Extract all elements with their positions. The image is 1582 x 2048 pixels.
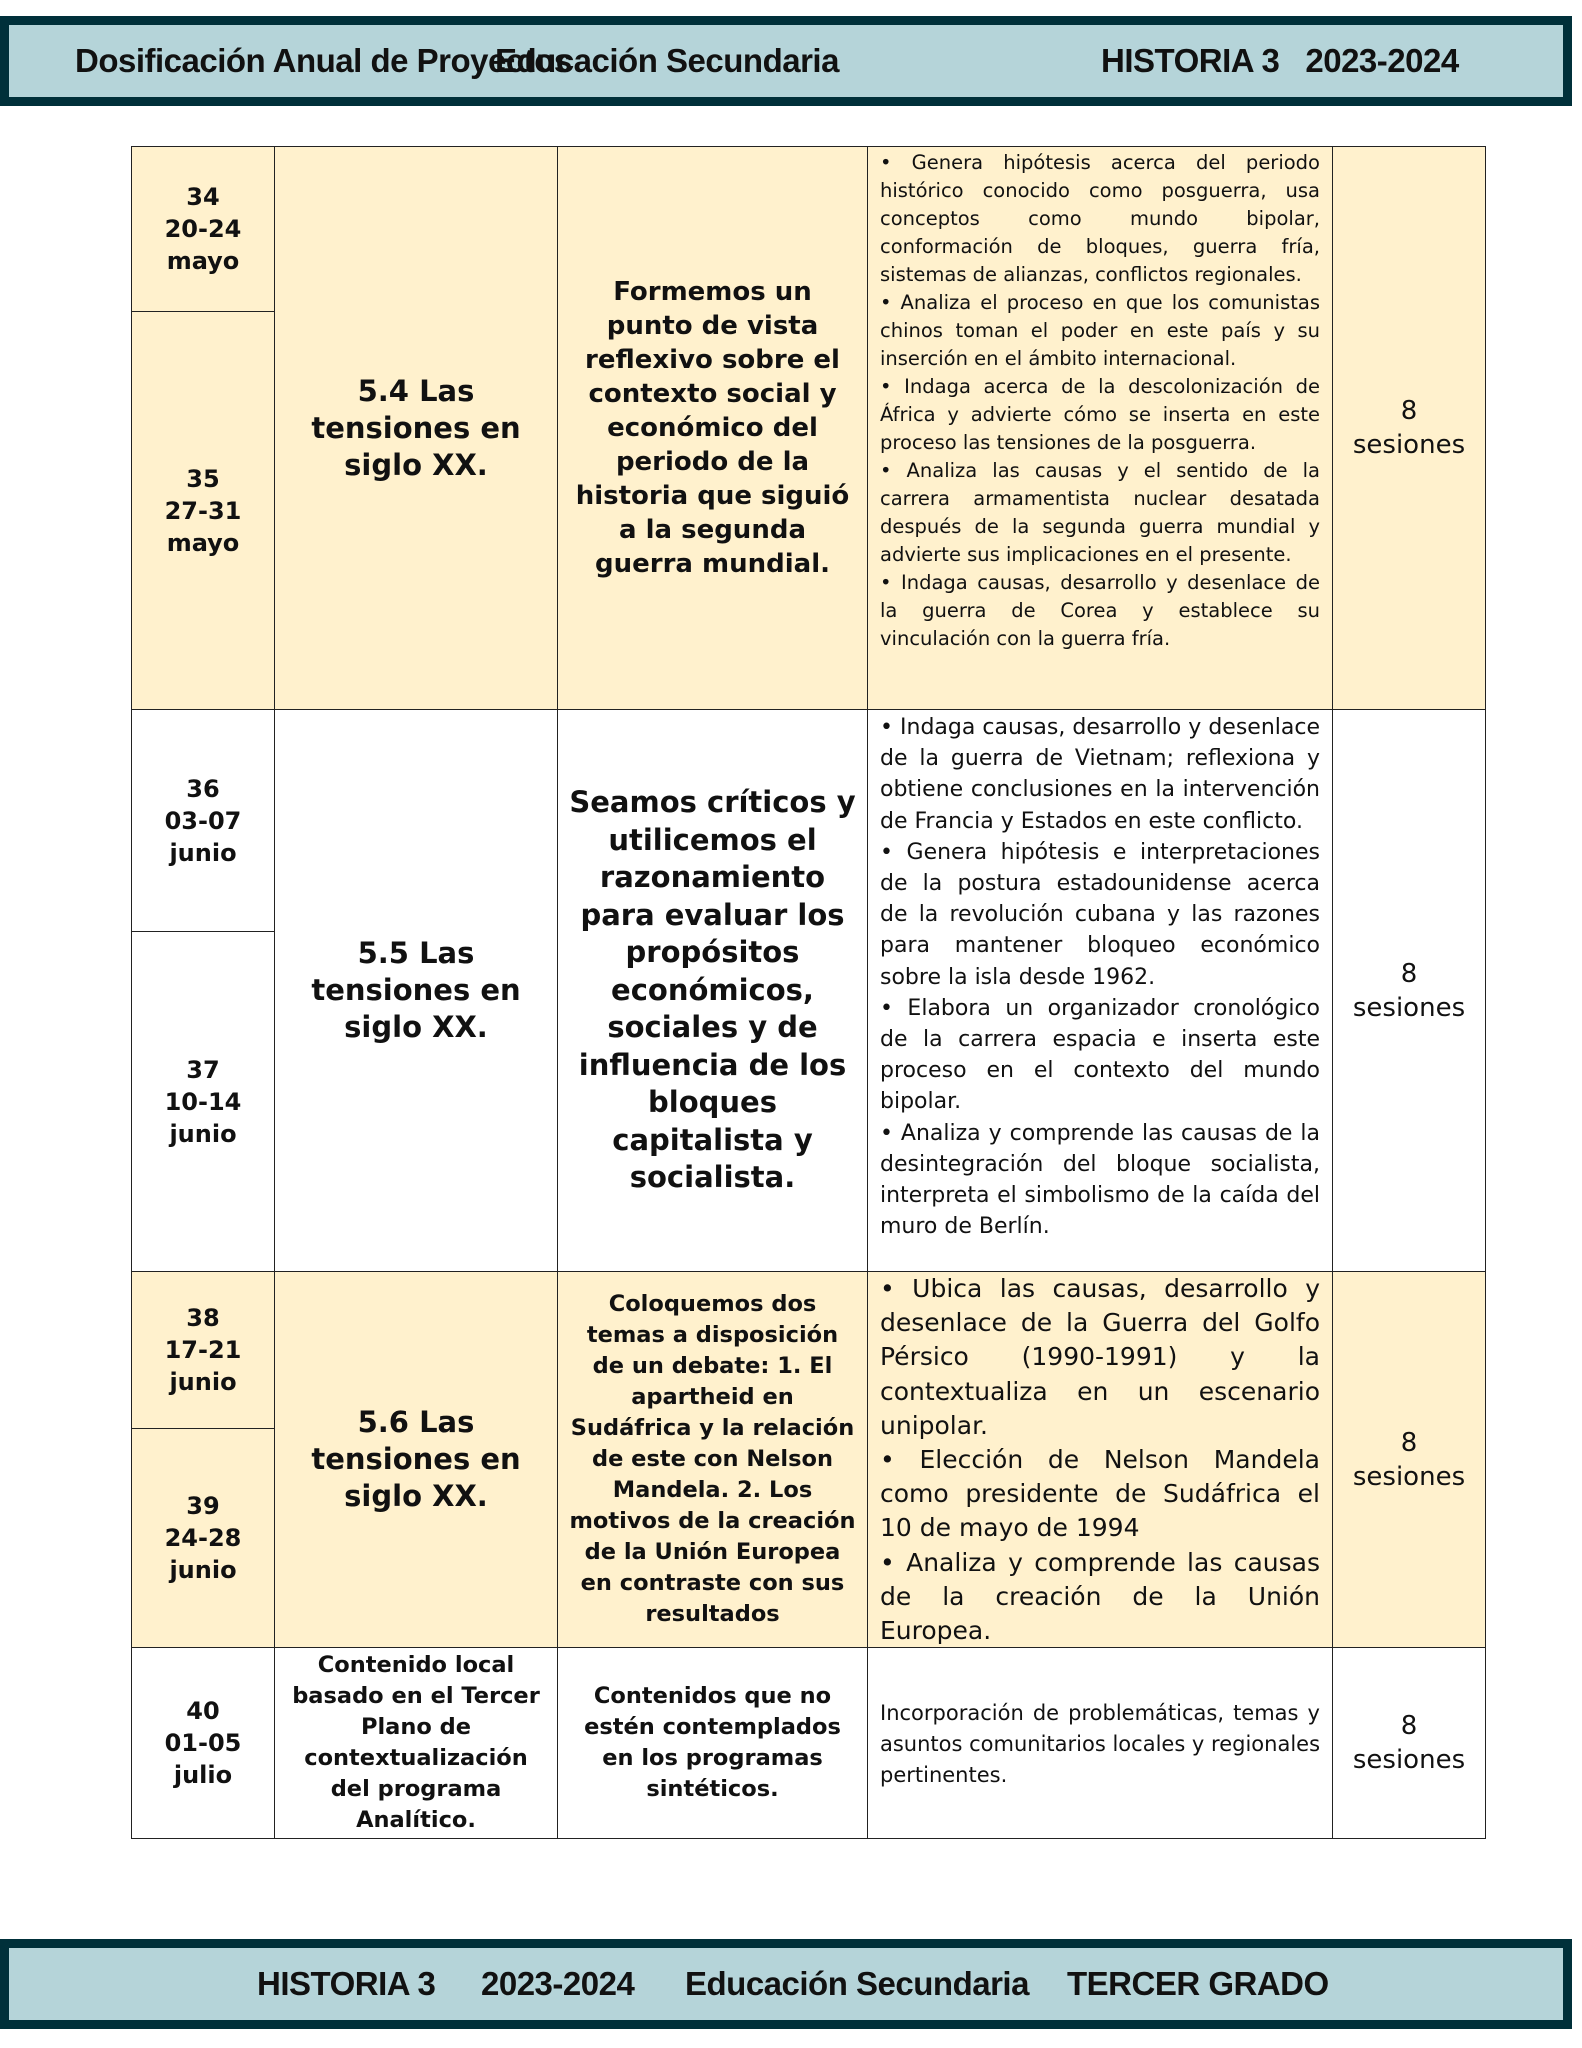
week-number: 34: [186, 183, 220, 211]
sessions-count: 8: [1400, 396, 1418, 426]
content-item: • Genera hipótesis acerca del periodo histórico conocido como posguerra, usa conceptos como mundo bipolar, conformación de bloques, guerra fría, sistemas de alianzas, conflictos regionales.: [880, 151, 1320, 286]
content-item: • Analiza el proceso en que los comunistas chinos toman el poder en este país y su inserción en el ámbito internacional.: [880, 291, 1320, 370]
content-item: • Analiza las causas y el sentido de la carrera armamentista nuclear desatada después de la segunda guerra mundial y advierte sus implicaciones en el presente.: [880, 459, 1320, 566]
week-cell: [131, 311, 275, 710]
week-cell: [131, 931, 275, 1272]
project-cell: [557, 1647, 868, 1839]
week-dates: 03-07: [164, 806, 242, 835]
footer-year: 2023-2024: [481, 1965, 635, 2002]
week-number: 37: [186, 1055, 220, 1084]
topic-cell: [274, 146, 558, 710]
week-number: 36: [186, 774, 220, 803]
project-text: Formemos un punto de vista reflexivo sobre el contexto social y económico del periodo de la historia que siguió a la segunda guerra mundial.: [575, 277, 850, 579]
topic-cell: [274, 1647, 558, 1839]
sessions-count: 8: [1400, 1711, 1418, 1741]
topic-text: 5.5 Las tensiones en siglo XX.: [311, 936, 521, 1044]
sessions-cell: [1332, 1647, 1486, 1839]
header-subject-year: HISTORIA 3 2023-2024: [1101, 42, 1459, 79]
content-item: • Indaga acerca de la descolonización de África y advierte cómo se inserta en este proceso las tensiones de la posguerra.: [880, 375, 1320, 454]
week-dates: 24-28: [164, 1524, 242, 1552]
content-item: • Indaga causas, desarrollo y desenlace de la guerra de Vietnam; reflexiona y obtiene conclusiones en la intervención de Francia y Estados en este conflicto.: [880, 715, 1320, 834]
content-cell: [867, 146, 1333, 710]
footer-level: Educación Secundaria: [685, 1965, 1029, 2002]
content-item: Incorporación de problemáticas, temas y asuntos comunitarios locales y regionales pertinentes.: [880, 1700, 1321, 1787]
project-text: Coloquemos dos temas a disposición de un debate: 1. El apartheid en Sudáfrica y la relación de este con Nelson Mandela. 2. Los motivos de la creación de la Unión Europea en contraste con sus resultados: [569, 1291, 856, 1627]
week-dates: 10-14: [164, 1087, 242, 1116]
week-cell: [131, 1428, 275, 1648]
week-month: mayo: [166, 528, 240, 557]
week-dates: 17-21: [164, 1336, 242, 1364]
topic-cell: [274, 1271, 558, 1648]
content-item: • Analiza y comprende las causas de la creación de la Unión Europea.: [880, 1547, 1320, 1646]
sessions-count: 8: [1400, 958, 1418, 989]
content-item: • Elabora un organizador cronológico de la carrera espacia e inserta este proceso en el contexto del mundo bipolar.: [880, 995, 1320, 1115]
week-cell: [131, 1647, 275, 1839]
week-number: 35: [186, 464, 220, 493]
table-section: [131, 1271, 1486, 1648]
sessions-label: sesiones: [1352, 1745, 1466, 1775]
week-cell: [131, 1271, 275, 1429]
week-month: mayo: [166, 247, 240, 275]
project-cell: [557, 1271, 868, 1648]
table-section: [131, 1647, 1486, 1839]
footer-subject: HISTORIA 3: [257, 1965, 436, 2002]
project-text: Seamos críticos y utilicemos el razonamiento para evaluar los propósitos económicos, sociales y de influencia de los bloques capitalista y socialista.: [569, 785, 856, 1195]
content-item: • Genera hipótesis e interpretaciones de la postura estadounidense acerca de la revolución cubana y las razones para mantener bloqueo económico sobre la isla desde 1962.: [880, 839, 1320, 990]
week-number: 40: [186, 1697, 220, 1725]
sessions-cell: [1332, 146, 1486, 710]
footer-grade: TERCER GRADO: [1067, 1965, 1329, 2002]
sessions-cell: [1332, 1271, 1486, 1648]
week-number: 38: [186, 1304, 220, 1332]
table-section: [131, 146, 1486, 710]
project-text: Contenidos que no estén contemplados en los programas sintéticos.: [584, 1683, 841, 1802]
content-cell: [867, 1271, 1333, 1648]
week-dates: 27-31: [164, 496, 242, 525]
topic-text: 5.4 Las tensiones en siglo XX.: [311, 373, 521, 482]
header-level: Educación Secundaria: [495, 42, 839, 79]
project-cell: [557, 146, 868, 710]
sessions-label: sesiones: [1352, 430, 1466, 460]
content-item: • Ubica las causas, desarrollo y desenlace de la Guerra del Golfo Pérsico (1990-1991) y la contextualiza en un escenario unipolar.: [880, 1274, 1320, 1440]
sessions-cell: [1332, 709, 1486, 1272]
week-dates: 01-05: [164, 1729, 242, 1757]
week-month: junio: [169, 1368, 237, 1396]
sessions-label: sesiones: [1352, 992, 1466, 1023]
header-title: Dosificación Anual de Proyectos: [75, 42, 572, 79]
topic-text: 5.6 Las tensiones en siglo XX.: [311, 1405, 521, 1513]
week-cell: [131, 709, 275, 932]
content-cell: [867, 1647, 1333, 1839]
week-month: junio: [169, 1119, 237, 1148]
project-cell: [557, 709, 868, 1272]
content-item: • Indaga causas, desarrollo y desenlace de la guerra de Corea y establece su vinculación con la guerra fría.: [880, 571, 1320, 650]
week-dates: 20-24: [164, 215, 242, 243]
page-footer: [0, 1939, 1572, 2029]
week-month: julio: [173, 1761, 233, 1789]
week-cell: [131, 146, 275, 312]
week-number: 39: [186, 1492, 220, 1520]
sessions-label: sesiones: [1352, 1461, 1466, 1492]
topic-cell: [274, 709, 558, 1272]
topic-text: Contenido local basado en el Tercer Plano de contextualización del programa Analítico.: [292, 1652, 540, 1833]
content-item: • Elección de Nelson Mandela como presidente de Sudáfrica el 10 de mayo de 1994: [880, 1445, 1320, 1543]
content-item: • Analiza y comprende las causas de la desintegración del bloque socialista, interpreta el simbolismo de la caída del muro de Berlín.: [880, 1120, 1320, 1240]
week-month: junio: [169, 1556, 237, 1584]
week-month: junio: [169, 838, 237, 867]
sessions-count: 8: [1400, 1427, 1418, 1458]
table-section: [131, 709, 1486, 1272]
page-header: [0, 16, 1572, 106]
content-cell: [867, 709, 1333, 1272]
